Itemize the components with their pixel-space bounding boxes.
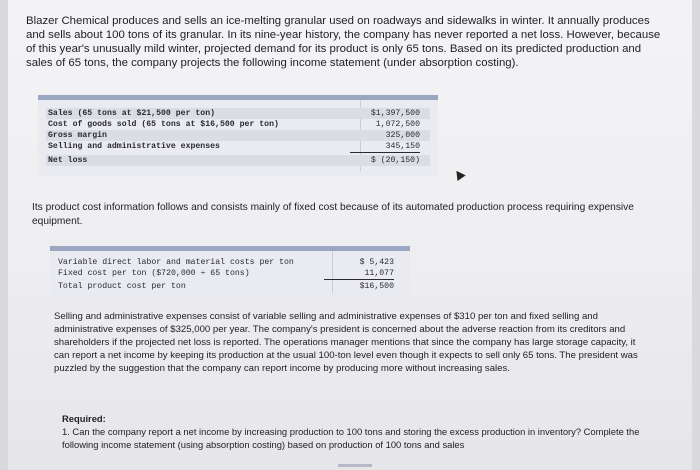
row-label: Sales (65 tons at $21,500 per ton) [48, 109, 216, 118]
table-row [46, 141, 430, 152]
row-value: $ 5,423 [359, 258, 394, 267]
row-value: 11,077 [324, 268, 394, 280]
table-row [56, 268, 404, 279]
table-row [46, 155, 430, 166]
intro-paragraph: Blazer Chemical produces and sells an ice-melting granular used on roadways and sidewalks in winter. It annually produces and sells about 100 tons of its granular. In its nine-year history, the company has never reported a net loss. However, because of this year's unusually mild winter, projected demand for its product is only 65 tons. Based on its predicted production and sales of 65 tons, the company projects the following income statement (under absorption costing). [26, 15, 661, 69]
row-value: $ (20,150) [370, 156, 420, 165]
row-label: Total product cost per ton [58, 282, 186, 291]
document-page [8, 0, 692, 470]
table-row [56, 257, 404, 268]
table-row [46, 119, 430, 130]
row-label: Gross margin [48, 131, 107, 140]
cost-info-paragraph: Its product cost information follows and consists mainly of fixed cost because of its automated production process requiring expensive equipment. [32, 202, 634, 227]
row-label: Fixed cost per ton ($720,000 ÷ 65 tons) [58, 269, 250, 278]
row-label: Net loss [48, 156, 88, 165]
row-value: 1,072,500 [350, 119, 420, 131]
table-row [56, 281, 404, 292]
required-question-text: 1. Can the company report a net income by increasing production to 100 tons and storing the excess production in inventory? Complete the following income statement (using absorption costing) based on production of 100 tons and sales [62, 426, 640, 450]
table-row [46, 130, 430, 141]
required-section [62, 412, 642, 451]
bottom-divider [338, 464, 372, 467]
selling-admin-paragraph: Selling and administrative expenses consist of variable selling and administrative expenses of $310 per ton and fixed selling and administrative expenses of $325,000 per year. The company's president is concerned about the adverse reaction from its creditors and shareholders if the projected net loss is reported. The operations manager mentions that since the company has large storage capacity, it can report a net income by keeping its production at the usual 100-ton level even though it expects to sell only 65 tons. The president was puzzled by the suggestion that the company can report income by producing more without increasing sales. [54, 311, 638, 374]
required-heading: Required: [62, 413, 106, 424]
mouse-cursor-icon [452, 168, 465, 181]
row-value: 325,000 [385, 131, 420, 140]
row-value: $16,500 [359, 282, 394, 291]
income-statement-table [38, 95, 438, 176]
row-label: Selling and administrative expenses [48, 142, 220, 151]
row-label: Cost of goods sold (65 tons at $16,500 per ton) [48, 120, 279, 129]
table-row [46, 108, 430, 119]
product-cost-table [50, 246, 410, 297]
row-value: 345,150 [350, 141, 420, 153]
row-value: $1,397,500 [370, 109, 420, 118]
row-label: Variable direct labor and material costs per ton [58, 258, 294, 267]
